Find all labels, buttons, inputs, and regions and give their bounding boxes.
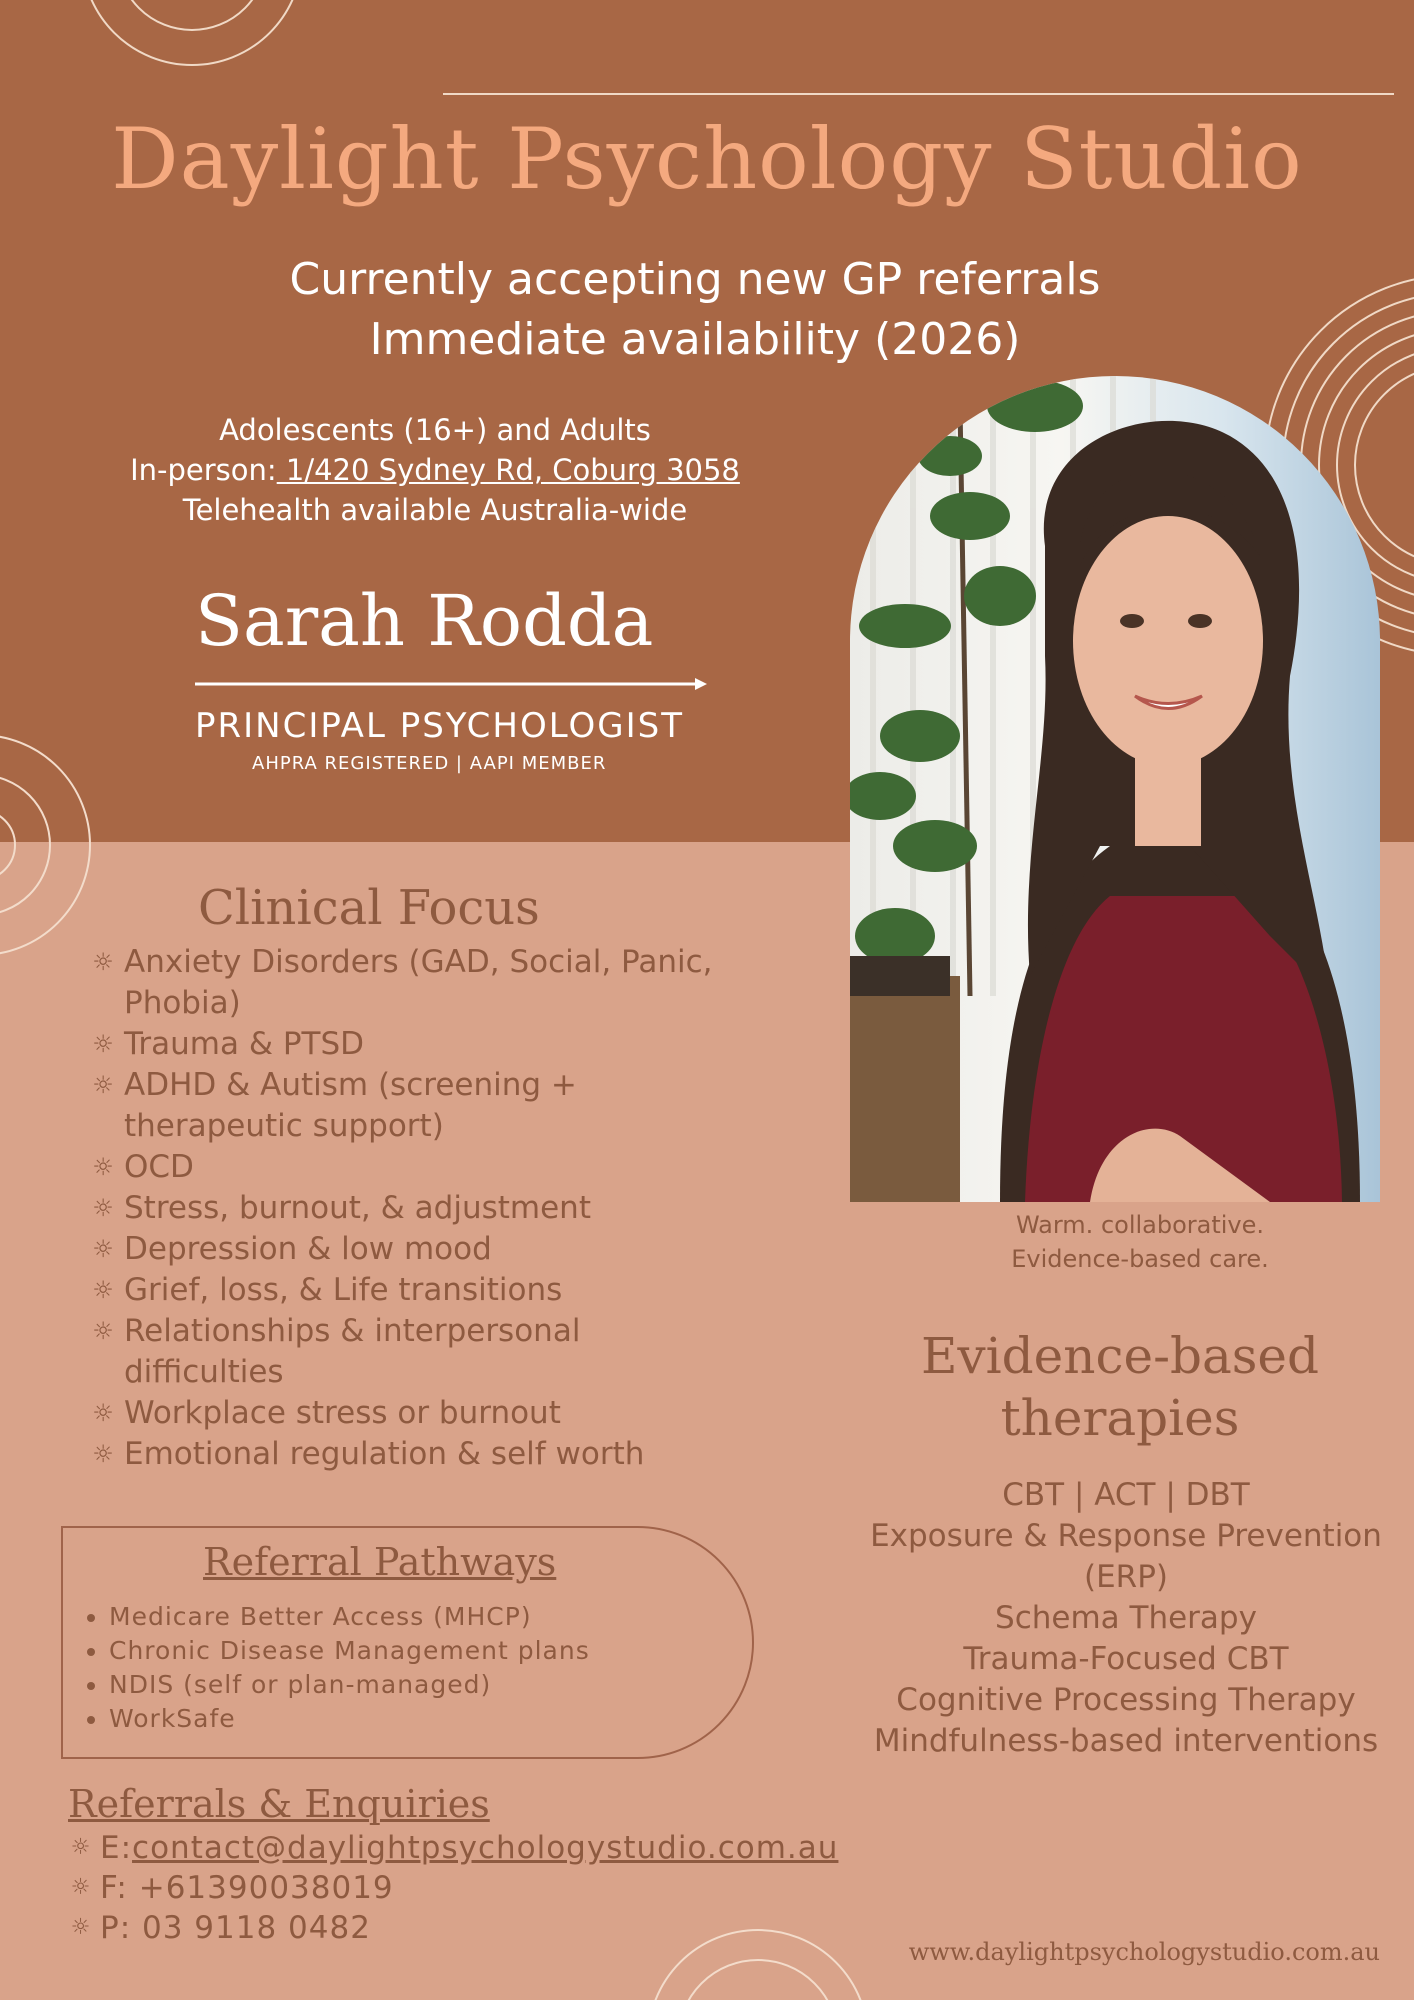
caption-line-2: Evidence-based care.: [1011, 1245, 1269, 1273]
list-item-continuation: therapeutic support): [124, 1108, 444, 1144]
service-info: [60, 410, 810, 530]
evidence-title-line-1: Evidence-based: [920, 1327, 1320, 1385]
website-link[interactable]: www.daylightpsychologystudio.com.au: [908, 1938, 1380, 1966]
therapy-line: (ERP): [1083, 1559, 1168, 1595]
portrait-photo: [850, 376, 1380, 1202]
sun-icon: ☼: [92, 1399, 114, 1427]
list-item: ☼ Grief, loss, & Life transitions: [82, 1270, 782, 1311]
list-item: ☼ Depression & low mood: [82, 1229, 782, 1270]
sun-icon: ☼: [92, 1440, 114, 1468]
headline-availability: Immediate availability (2026): [369, 314, 1021, 365]
deco-circles-left: [0, 720, 100, 970]
availability-headline: [130, 250, 1260, 370]
list-item-continuation: difficulties: [124, 1354, 284, 1390]
sun-icon: ☼: [92, 1194, 114, 1222]
evidence-title-line-2: therapies: [1000, 1389, 1240, 1447]
sun-icon: ☼: [70, 1835, 92, 1860]
deco-circles-top-left: [0, 0, 320, 80]
sun-icon: ☼: [92, 1276, 114, 1304]
sun-icon: ☼: [92, 948, 114, 976]
address-link[interactable]: 1/420 Sydney Rd, Coburg 3058: [276, 453, 740, 487]
sun-icon: ☼: [92, 1071, 114, 1099]
fax-row: [62, 1868, 838, 1908]
sun-icon: ☼: [92, 1030, 114, 1058]
evidence-therapies-title: [860, 1325, 1380, 1449]
list-item-continuation: Phobia): [124, 985, 241, 1021]
arrow-right-icon: [195, 674, 710, 694]
therapy-line: CBT | ACT | DBT: [1002, 1477, 1250, 1513]
list-item: • WorkSafe: [109, 1702, 590, 1736]
list-item: ☼ Relationships & interpersonal: [82, 1311, 782, 1352]
list-item: ☼ Stress, burnout, & adjustment: [82, 1188, 782, 1229]
studio-title: Daylight Psychology Studio: [111, 110, 1303, 208]
contact-list: [62, 1828, 838, 1948]
enquiries-title: Referrals & Enquiries: [68, 1782, 490, 1826]
list-item: ☼ Emotional regulation & self worth: [82, 1434, 782, 1475]
in-person-label: In-person:: [130, 453, 277, 487]
referral-pathways-title: Referral Pathways: [203, 1540, 557, 1584]
therapy-line: Cognitive Processing Therapy: [896, 1682, 1356, 1718]
list-item: ☼ Anxiety Disorders (GAD, Social, Panic,: [82, 942, 782, 983]
caption-line-1: Warm. collaborative.: [1015, 1211, 1265, 1239]
list-item: • NDIS (self or plan-managed): [109, 1668, 590, 1702]
email-row: [62, 1828, 838, 1868]
list-item: ☼ Trauma & PTSD: [82, 1024, 782, 1065]
sun-icon: ☼: [92, 1317, 114, 1345]
headline-referrals: Currently accepting new GP referrals: [289, 254, 1101, 305]
referral-pathways-box: [61, 1526, 754, 1759]
phone-number[interactable]: P: 03 9118 0482: [100, 1910, 371, 1946]
therapy-line: Exposure & Response Prevention: [870, 1518, 1382, 1554]
header-rule: [443, 93, 1394, 95]
portrait-illustration: [850, 376, 1380, 1202]
clinical-focus-title: Clinical Focus: [198, 880, 540, 936]
telehealth-line: Telehealth available Australia-wide: [182, 493, 688, 527]
phone-row: [62, 1908, 838, 1948]
list-item: ☼ ADHD & Autism (screening +: [82, 1065, 782, 1106]
ages-line: Adolescents (16+) and Adults: [219, 413, 651, 447]
list-item: • Medicare Better Access (MHCP): [109, 1600, 590, 1634]
clinical-focus-list: [82, 942, 782, 1475]
psychologist-role: PRINCIPAL PSYCHOLOGIST: [195, 706, 684, 746]
therapy-line: Schema Therapy: [995, 1600, 1257, 1636]
email-link[interactable]: contact@daylightpsychologystudio.com.au: [132, 1830, 839, 1866]
therapy-line: Mindfulness-based interventions: [873, 1723, 1379, 1759]
sun-icon: ☼: [92, 1153, 114, 1181]
sun-icon: ☼: [70, 1915, 92, 1940]
address-line: [60, 450, 810, 490]
list-item: ☼ Workplace stress or burnout: [82, 1393, 782, 1434]
list-item: • Chronic Disease Management plans: [109, 1634, 590, 1668]
sun-icon: ☼: [70, 1875, 92, 1900]
photo-caption: [940, 1208, 1340, 1276]
therapy-line: Trauma-Focused CBT: [963, 1641, 1289, 1677]
fax-number: F: +61390038019: [100, 1870, 394, 1906]
email-label: E:: [100, 1830, 133, 1866]
registration-line: AHPRA REGISTERED | AAPI MEMBER: [252, 753, 607, 774]
referral-pathways-list: [93, 1600, 590, 1736]
sun-icon: ☼: [92, 1235, 114, 1263]
therapies-list: [860, 1475, 1392, 1762]
psychologist-name: Sarah Rodda: [195, 580, 654, 662]
list-item: ☼ OCD: [82, 1147, 782, 1188]
